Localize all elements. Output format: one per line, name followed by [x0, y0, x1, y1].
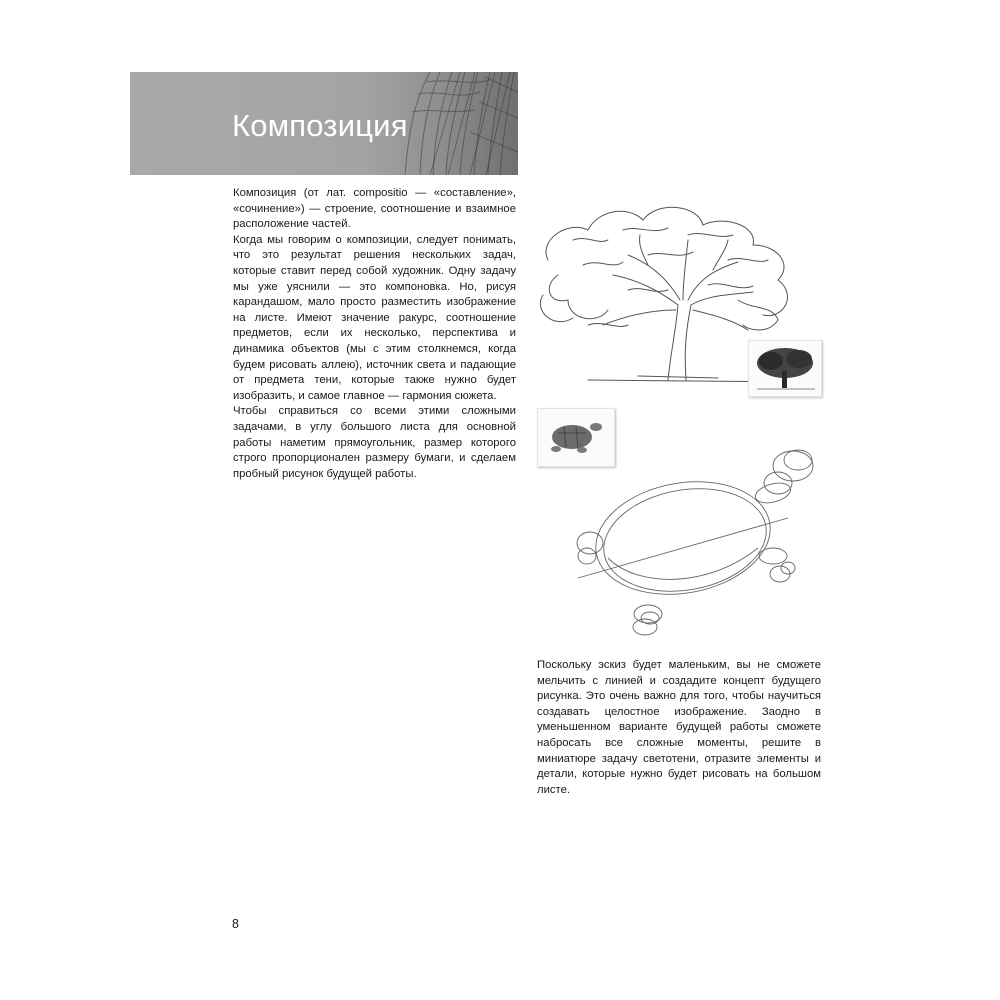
- tree-photo: [748, 340, 822, 397]
- tree-photo-icon: [749, 341, 821, 396]
- page-number: 8: [232, 917, 239, 931]
- paragraph: Чтобы справиться со всеми этими сложными задачами, в углу большого листа для основной работы наметим прямоугольник, размер которого строго пропорционален размеру бумаги, и сделаем пробный рисунок будущей работы.: [233, 405, 516, 480]
- turtle-sketch: [568, 438, 830, 643]
- paragraph: Когда мы говорим о композиции, следует понимать, что это результат решения нескольких задач, которые ставит перед собой художник. Одну задачу мы уже уяснили — это компоновка. Но, рисуя карандашом, мало просто разместить изображение на листе. Имеют значение ракурс, соотношение предметов, если их несколько, перспектива и динамика объектов (мы с этим столкнемся, когда будем рисовать аллею), источник света и падающие от предмета тени, которые также нужно будет изобразить, и самое главное — гармония сюжета.: [233, 233, 516, 402]
- left-column-text: [233, 186, 516, 482]
- right-column-text: [537, 658, 821, 798]
- paragraph: Поскольку эскиз будет маленьким, вы не сможете мельчить с линией и создадите концепт будущего рисунка. Это очень важно для того, чтобы научиться создавать целостное изображение. Заодно в уменьшенном варианте будущей работы сможете набросать все сложные моменты, решите в миниатюре задачу светотени, отразите элементы и детали, которые нужно будет рисовать на большом листе.: [537, 659, 821, 796]
- paragraph: Композиция (от лат. compositio — «составление», «сочинение») — строение, соотношение и взаимное расположение частей.: [233, 187, 516, 231]
- page-title: Композиция: [232, 108, 408, 143]
- header-banner: [130, 72, 518, 175]
